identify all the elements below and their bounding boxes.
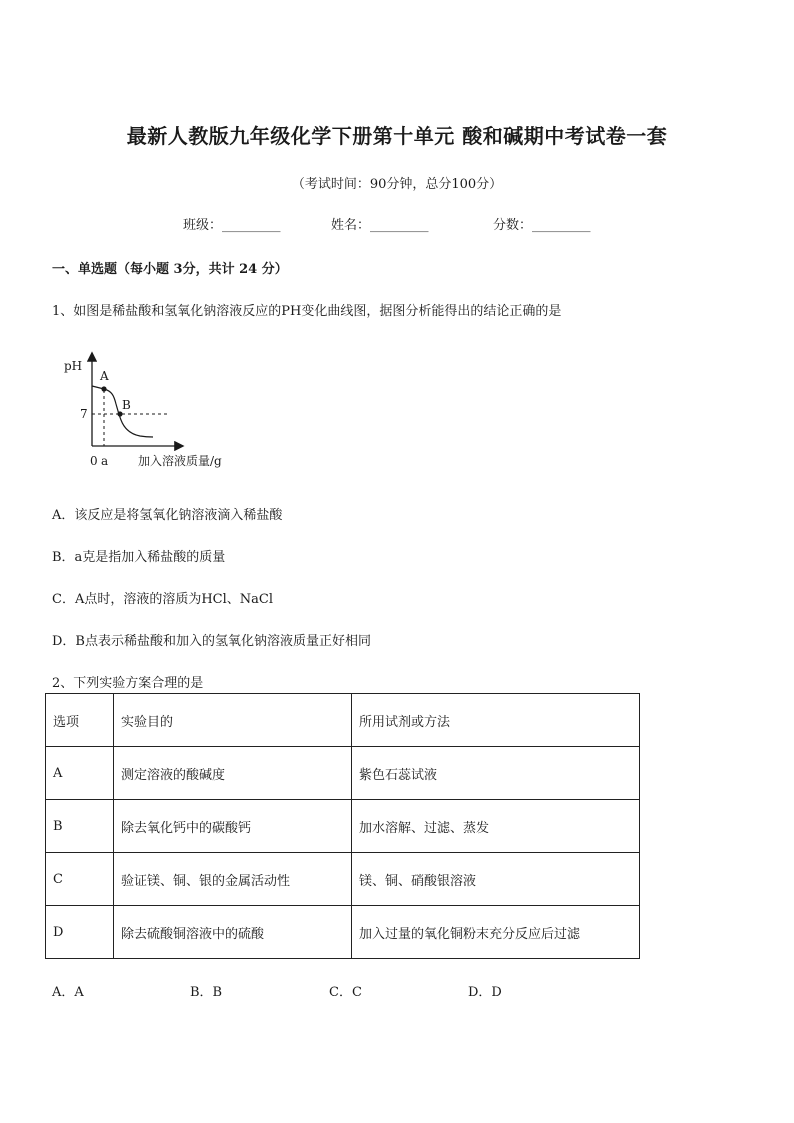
header-option: 选项 [46,694,114,747]
name-field: 姓名：_________ [331,218,429,233]
row-method: 加入过量的氧化铜粉末充分反应后过滤 [352,906,640,959]
row-option: D [46,906,114,959]
table-row [46,747,640,800]
point-a-dot [101,386,106,391]
table-row [46,800,640,853]
ph-curve-graph [58,348,258,473]
header-method: 所用试剂或方法 [352,694,640,747]
tick-a-label: a [101,454,109,468]
q1-option-a: A．该反应是将氢氧化钠溶液滴入稀盐酸 [52,508,283,523]
question-1-stem: 1、如图是稀盐酸和氢氧化钠溶液反应的PH变化曲线图，据图分析能得出的结论正确的是 [52,304,562,319]
row-option: C [46,853,114,906]
experiment-plan-table [45,693,640,959]
q1-option-d: D．B点表示稀盐酸和加入的氢氧化钠溶液质量正好相同 [52,634,371,649]
row-method: 加水溶解、过滤、蒸发 [352,800,640,853]
point-b-dot [117,411,122,416]
row-method: 紫色石蕊试液 [352,747,640,800]
row-option: B [46,800,114,853]
row-purpose: 验证镁、铜、银的金属活动性 [114,853,352,906]
row-method: 镁、铜、硝酸银溶液 [352,853,640,906]
question-2-stem: 2、下列实验方案合理的是 [52,676,204,691]
row-purpose: 除去硫酸铜溶液中的硫酸 [114,906,352,959]
table-header-row [46,694,640,747]
page-title: 最新人教版九年级化学下册第十单元 酸和碱期中考试卷一套 [126,124,668,148]
table-row [46,853,640,906]
score-field: 分数：_________ [493,218,591,233]
y-axis-label: pH [64,359,83,373]
x-axis-label: 加入溶液质量/g [138,454,222,468]
row-purpose: 测定溶液的酸碱度 [114,747,352,800]
class-field: 班级：_________ [183,218,281,233]
point-b-label: B [122,398,131,412]
q1-option-b: B．a克是指加入稀盐酸的质量 [52,550,226,565]
section-heading: 一、单选题（每小题 3分，共计 24 分） [52,262,288,277]
q2-answer-c: C．C [329,985,362,1000]
q1-option-c: C．A点时，溶液的溶质为HCl、NaCl [52,592,274,607]
point-a-label: A [100,369,109,383]
header-purpose: 实验目的 [114,694,352,747]
exam-info: （考试时间：90分钟，总分100分） [291,177,503,192]
q2-answer-a: A．A [52,985,84,1000]
origin-label: 0 [90,454,98,468]
tick-7-label: 7 [80,407,88,421]
q2-answer-d: D．D [468,985,502,1000]
table-row [46,906,640,959]
row-purpose: 除去氧化钙中的碳酸钙 [114,800,352,853]
q2-answer-b: B．B [190,985,223,1000]
row-option: A [46,747,114,800]
